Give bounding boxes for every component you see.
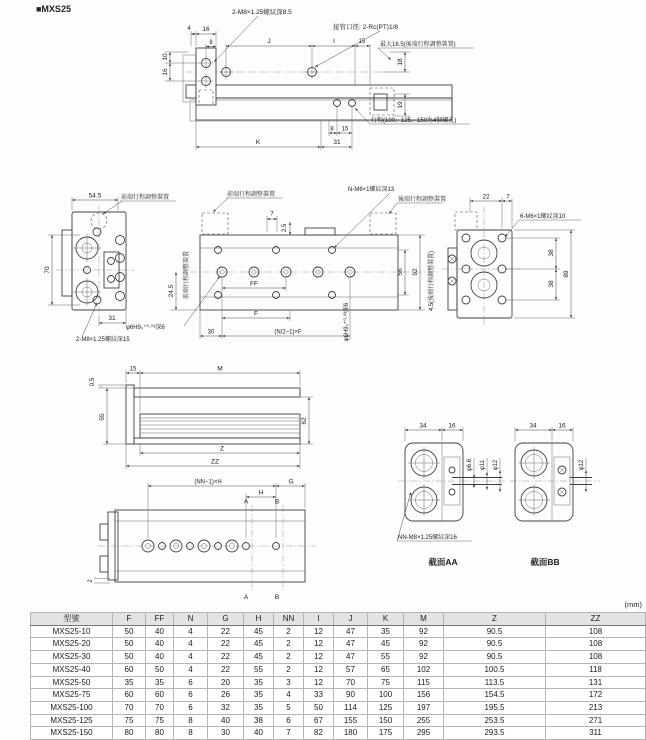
- table-row: [31, 714, 646, 727]
- model-cell: MXS25-125: [31, 714, 113, 727]
- value-cell: 70: [334, 676, 368, 689]
- col-header: K: [368, 613, 404, 626]
- annotation-max-stroke: 最大16.5(後端行程調整裝置): [380, 42, 456, 48]
- value-cell: 55: [368, 651, 404, 664]
- value-cell: 35: [113, 676, 146, 689]
- dim-label: 54.5: [88, 192, 102, 200]
- value-cell: 12: [304, 625, 334, 638]
- value-cell: 57: [334, 663, 368, 676]
- value-cell: 102: [404, 663, 444, 676]
- annotation-port: 接管口徑: 2-Rc(PT)1/8: [333, 24, 399, 31]
- dim-label: 16: [202, 26, 210, 33]
- value-cell: 22: [208, 638, 244, 651]
- model-cell: MXS25-10: [31, 625, 113, 638]
- value-cell: 40: [244, 727, 274, 740]
- dim-label: 15: [358, 39, 366, 45]
- value-cell: 4: [274, 689, 304, 702]
- value-cell: 12: [304, 638, 334, 651]
- table-row: [31, 701, 646, 714]
- value-cell: 40: [146, 651, 174, 664]
- value-cell: 197: [404, 701, 444, 714]
- value-cell: 155: [334, 714, 368, 727]
- dim-label: 24.5: [168, 284, 175, 298]
- value-cell: 113.5: [444, 676, 546, 689]
- front-end-view: [44, 193, 176, 344]
- value-cell: 22: [208, 663, 244, 676]
- value-cell: 35: [244, 701, 274, 714]
- value-cell: 33: [304, 689, 334, 702]
- dim-label: G: [288, 478, 294, 486]
- dim-label: 15: [129, 366, 137, 373]
- value-cell: 35: [244, 676, 274, 689]
- value-cell: 8: [174, 727, 208, 740]
- annotation-front-adjuster: 前端行程調整裝置: [227, 192, 276, 198]
- col-header: FF: [146, 613, 174, 626]
- value-cell: 175: [368, 727, 404, 740]
- section-mark-a: A: [243, 498, 249, 506]
- annotation-stroke-holes: 行程(100、125、150為4個螺孔): [371, 118, 457, 124]
- value-cell: 75: [113, 714, 146, 727]
- value-cell: 2: [274, 638, 304, 651]
- plan-view: [126, 185, 446, 341]
- dim-label: 10: [162, 53, 169, 61]
- value-cell: 35: [244, 689, 274, 702]
- annotation-thread: 2-M8×1.25螺紋深8.5: [232, 9, 292, 16]
- dim-label: 16: [558, 422, 566, 430]
- dim-label: (N/2−1)×F: [274, 329, 302, 336]
- dim-label: Z: [220, 445, 224, 453]
- table-row: [31, 651, 646, 664]
- value-cell: 4: [174, 625, 208, 638]
- dim-label: K: [255, 139, 261, 146]
- col-header: J: [334, 613, 368, 626]
- value-cell: 50: [113, 625, 146, 638]
- value-cell: 90.5: [444, 625, 546, 638]
- value-cell: 47: [334, 625, 368, 638]
- table-row: [31, 625, 646, 638]
- value-cell: 12: [304, 651, 334, 664]
- value-cell: 32: [208, 701, 244, 714]
- top-side-view: [162, 7, 474, 150]
- value-cell: 118: [546, 663, 646, 676]
- dim-label: F: [254, 310, 258, 318]
- dim-label: FF: [250, 280, 258, 288]
- col-header: I: [304, 613, 334, 626]
- value-cell: 108: [546, 638, 646, 651]
- annotation-thread: NN-M8×1.25螺紋深16: [398, 535, 457, 541]
- model-cell: MXS25-150: [31, 727, 113, 740]
- dim-label: 22: [482, 193, 490, 201]
- annotation-pin-hole-v: φ6H9₀⁺⁰·⁰³深6: [344, 302, 350, 342]
- dim-label: 2: [88, 579, 94, 583]
- dim-label: J: [267, 38, 271, 45]
- value-cell: 100: [368, 689, 404, 702]
- value-cell: 8: [174, 714, 208, 727]
- value-cell: 35: [146, 676, 174, 689]
- value-cell: 75: [368, 676, 404, 689]
- col-header: G: [208, 613, 244, 626]
- value-cell: 40: [146, 638, 174, 651]
- value-cell: 80: [146, 727, 174, 740]
- value-cell: 293.5: [444, 727, 546, 740]
- dim-label: 7: [506, 194, 510, 201]
- value-cell: 7: [274, 727, 304, 740]
- dim-label: 18: [397, 58, 404, 66]
- dim-label: 34: [419, 422, 427, 430]
- value-cell: 60: [113, 689, 146, 702]
- bottom-side-view: [88, 479, 316, 602]
- value-cell: 47: [334, 651, 368, 664]
- col-header: Z: [444, 613, 546, 626]
- value-cell: 6: [174, 689, 208, 702]
- value-cell: 253.5: [444, 714, 546, 727]
- dim-label: I: [333, 38, 335, 45]
- dim-label: 19: [397, 101, 404, 109]
- value-cell: 90.5: [444, 638, 546, 651]
- value-cell: 12: [304, 663, 334, 676]
- dim-label: 70: [44, 266, 51, 274]
- value-cell: 22: [208, 651, 244, 664]
- dim-label: 38: [548, 249, 555, 257]
- value-cell: 2: [274, 663, 304, 676]
- model-cell: MXS25-50: [31, 676, 113, 689]
- model-cell: MXS25-100: [31, 701, 113, 714]
- dim-label: M: [217, 365, 223, 373]
- value-cell: 4: [174, 638, 208, 651]
- value-cell: 180: [334, 727, 368, 740]
- rear-end-view: [427, 194, 581, 327]
- value-cell: 114: [334, 701, 368, 714]
- dim-label: 62: [301, 417, 308, 425]
- value-cell: 92: [404, 638, 444, 651]
- value-cell: 311: [546, 727, 646, 740]
- value-cell: 55: [244, 663, 274, 676]
- dim-label: 38: [548, 280, 555, 288]
- value-cell: 40: [146, 625, 174, 638]
- dimension-table: [30, 612, 646, 740]
- model-cell: MXS25-75: [31, 689, 113, 702]
- value-cell: 50: [146, 663, 174, 676]
- dim-label: 15: [341, 126, 349, 133]
- dim-label: 2.5: [282, 223, 288, 233]
- value-cell: 45: [244, 625, 274, 638]
- table-header-row: [31, 613, 646, 626]
- section-mark-a: A: [243, 594, 249, 601]
- value-cell: 4: [174, 651, 208, 664]
- value-cell: 75: [146, 714, 174, 727]
- dim-label: 55: [99, 413, 106, 421]
- value-cell: 80: [113, 727, 146, 740]
- value-cell: 6: [174, 676, 208, 689]
- section-aa-label: 截面AA: [428, 557, 458, 567]
- value-cell: 90: [334, 689, 368, 702]
- page-title: ■MXS25: [36, 4, 71, 14]
- col-header: H: [244, 613, 274, 626]
- value-cell: 131: [546, 676, 646, 689]
- value-cell: 30: [208, 727, 244, 740]
- value-cell: 50: [113, 638, 146, 651]
- section-mark-b: B: [274, 594, 280, 601]
- value-cell: 108: [546, 651, 646, 664]
- value-cell: 255: [404, 714, 444, 727]
- value-cell: 50: [304, 701, 334, 714]
- dim-label: 8: [330, 126, 334, 133]
- value-cell: 22: [208, 625, 244, 638]
- value-cell: 67: [304, 714, 334, 727]
- annotation-thread: N-M6×1螺紋深13: [348, 187, 395, 193]
- value-cell: 45: [368, 638, 404, 651]
- dim-label: 4: [187, 26, 191, 32]
- value-cell: 82: [304, 727, 334, 740]
- value-cell: 35: [368, 625, 404, 638]
- value-cell: 5: [274, 701, 304, 714]
- value-cell: 6: [174, 701, 208, 714]
- table-row: [31, 689, 646, 702]
- value-cell: 40: [208, 714, 244, 727]
- value-cell: 92: [404, 625, 444, 638]
- dim-label: φ12: [493, 459, 499, 471]
- annotation-pin-hole: φ6H9₀⁺⁰·⁰³深6: [126, 325, 165, 331]
- dim-label: (NN−1)×H: [194, 479, 222, 486]
- value-cell: 125: [368, 701, 404, 714]
- value-cell: 70: [113, 701, 146, 714]
- model-cell: MXS25-20: [31, 638, 113, 651]
- value-cell: 70: [146, 701, 174, 714]
- unit-label: (mm): [624, 600, 642, 609]
- value-cell: 172: [546, 689, 646, 702]
- col-header: NN: [274, 613, 304, 626]
- dim-label: 8: [209, 40, 213, 46]
- dim-label: 56: [397, 268, 404, 276]
- annotation-rear-offset: 4.5(後端行程調整裝置): [429, 250, 435, 312]
- value-cell: 60: [146, 689, 174, 702]
- dim-label: φ12: [579, 459, 585, 471]
- dim-label: 89: [563, 270, 570, 278]
- table-row: [31, 663, 646, 676]
- value-cell: 195.5: [444, 701, 546, 714]
- dim-label: 7: [270, 211, 274, 218]
- annotation-thread: 2-M8×1.25螺紋深15: [76, 337, 130, 343]
- value-cell: 45: [244, 638, 274, 651]
- annotation-front-adjuster-side: 前端行程調整裝置: [184, 250, 190, 300]
- annotation-thread: 6-M6×1螺紋深10: [520, 214, 566, 220]
- annotation-front-adjuster: 前端行程調整裝置: [121, 195, 170, 201]
- profile-view: [90, 366, 313, 470]
- dim-label: 31: [333, 139, 341, 146]
- section-aa: [397, 423, 507, 568]
- value-cell: 50: [113, 651, 146, 664]
- section-bb-label: 截面BB: [530, 557, 560, 567]
- section-mark-b: B: [274, 498, 280, 506]
- value-cell: 150: [368, 714, 404, 727]
- value-cell: 90.5: [444, 651, 546, 664]
- section-bb: [510, 423, 600, 568]
- value-cell: 2: [274, 651, 304, 664]
- value-cell: 60: [113, 663, 146, 676]
- value-cell: 65: [368, 663, 404, 676]
- value-cell: 4: [174, 663, 208, 676]
- value-cell: 6: [274, 714, 304, 727]
- value-cell: 45: [244, 651, 274, 664]
- dim-label: 16: [162, 68, 169, 76]
- dim-label: 92: [412, 268, 419, 276]
- dim-label: 30: [207, 329, 215, 336]
- value-cell: 154.5: [444, 689, 546, 702]
- annotation-rear-adjuster: 後端行程調整裝置: [398, 197, 447, 203]
- spec-table-body: [31, 625, 646, 739]
- value-cell: 100.5: [444, 663, 546, 676]
- dim-label: 31: [108, 315, 116, 322]
- value-cell: 2: [274, 625, 304, 638]
- model-cell: MXS25-30: [31, 651, 113, 664]
- value-cell: 213: [546, 701, 646, 714]
- dim-label: 16: [448, 422, 456, 430]
- value-cell: 156: [404, 689, 444, 702]
- dim-label: φ11: [480, 459, 486, 471]
- dim-label: φ6.6: [467, 458, 473, 472]
- table-row: [31, 638, 646, 651]
- col-header: F: [113, 613, 146, 626]
- dim-label: ZZ: [211, 458, 219, 466]
- value-cell: 108: [546, 625, 646, 638]
- model-cell: MXS25-40: [31, 663, 113, 676]
- col-header: ZZ: [546, 613, 646, 626]
- table-row: [31, 676, 646, 689]
- table-row: [31, 727, 646, 740]
- dim-label: 0.5: [90, 377, 96, 387]
- dim-label: 34: [529, 422, 537, 430]
- col-header: M: [404, 613, 444, 626]
- value-cell: 47: [334, 638, 368, 651]
- value-cell: 92: [404, 651, 444, 664]
- value-cell: 295: [404, 727, 444, 740]
- value-cell: 26: [208, 689, 244, 702]
- value-cell: 38: [244, 714, 274, 727]
- dim-label: H: [258, 489, 264, 497]
- value-cell: 12: [304, 676, 334, 689]
- col-header-model: 型號: [31, 613, 113, 626]
- col-header: N: [174, 613, 208, 626]
- value-cell: 20: [208, 676, 244, 689]
- value-cell: 115: [404, 676, 444, 689]
- value-cell: 271: [546, 714, 646, 727]
- value-cell: 3: [274, 676, 304, 689]
